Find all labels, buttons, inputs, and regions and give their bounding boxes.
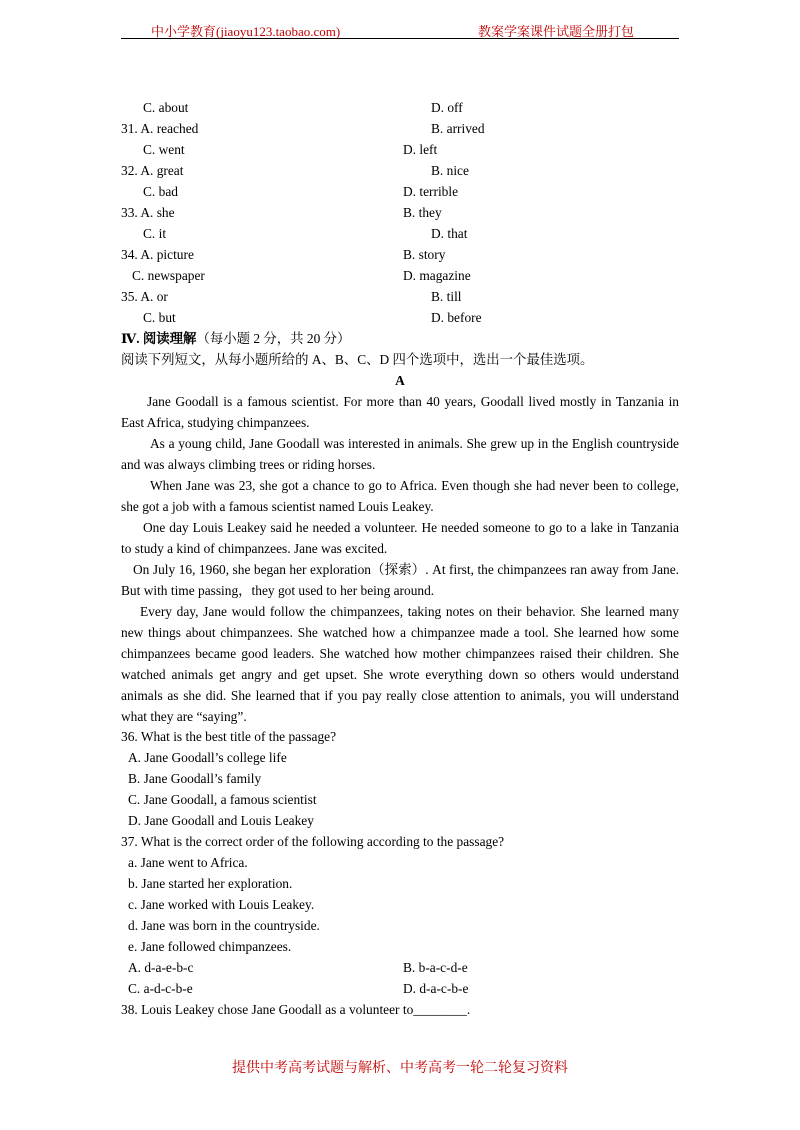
- order-item: a. Jane went to Africa.: [128, 855, 248, 870]
- section-score: （每小题 2 分，共 20 分）: [196, 331, 351, 346]
- question-option: B. b-a-c-d-e: [403, 960, 468, 975]
- section-instruction: 阅读下列短文，从每小题所给的 A、B、C、D 四个选项中，选出一个最佳选项。: [121, 352, 594, 367]
- passage-paragraph: One day Louis Leakey said he needed a volunteer. He needed someone to go to a lake in Tanzania to study a kind of chimpanzees. Jane was excited.: [121, 520, 679, 556]
- option-text: C. it: [143, 226, 167, 241]
- passage-paragraph: Jane Goodall is a famous scientist. For more than 40 years, Goodall lived mostly in Tanzania in East Africa, studying chimpanzees.: [121, 394, 679, 430]
- option-text: 31. A. reached: [121, 121, 199, 136]
- section-title: Ⅳ. 阅读理解: [121, 331, 197, 346]
- option-text: B. story: [403, 247, 446, 262]
- option-text: C. newspaper: [132, 268, 205, 283]
- question-option: A. d-a-e-b-c: [128, 960, 194, 975]
- section-heading: [121, 331, 350, 347]
- option-text: 32. A. great: [121, 163, 184, 178]
- passage-paragraph: When Jane was 23, she got a chance to go to Africa. Even though she had never been to college, she got a job with a famous scientist named Louis Leakey.: [121, 478, 679, 514]
- option-text: D. terrible: [403, 184, 459, 199]
- question-stem: 37. What is the correct order of the following according to the passage?: [121, 834, 505, 849]
- option-text: C. about: [143, 100, 189, 115]
- question-option: B. Jane Goodall’s family: [128, 771, 262, 786]
- order-item: b. Jane started her exploration.: [128, 876, 293, 891]
- option-text: B. they: [403, 205, 442, 220]
- question-option: D. Jane Goodall and Louis Leakey: [128, 813, 314, 828]
- option-text: D. off: [431, 100, 463, 115]
- passage-paragraph: As a young child, Jane Goodall was interested in animals. She grew up in the English countryside and was always climbing trees or riding horses.: [121, 436, 679, 472]
- option-text: D. before: [431, 310, 482, 325]
- option-text: C. bad: [143, 184, 178, 199]
- option-text: B. arrived: [431, 121, 485, 136]
- option-text: B. till: [431, 289, 462, 304]
- passage-paragraph: Every day, Jane would follow the chimpanzees, taking notes on their behavior. She learned many new things about chimpanzees. She watched how a chimpanzee made a tool. She learned how some chimpanzees became good leaders. She watched how mother chimpanzees raised their children. She watched animals get angry and get upset. She wrote everything down so others would understand animals as she did. She learned that if you pay really close attention to animals, you will understand what they are “saying”.: [121, 604, 679, 724]
- option-text: B. nice: [431, 163, 469, 178]
- header-right-text: 教案学案课件试题全册打包: [478, 24, 635, 39]
- passage-label: A: [395, 373, 405, 388]
- option-text: 33. A. she: [121, 205, 175, 220]
- option-text: 34. A. picture: [121, 247, 194, 262]
- question-option: C. a-d-c-b-e: [128, 981, 193, 996]
- option-text: D. left: [403, 142, 438, 157]
- page-footer: 提供中考高考试题与解析、中考高考一轮二轮复习资料: [232, 1061, 568, 1076]
- header-left-text: 中小学教育(jiaoyu123.taobao.com): [151, 24, 341, 39]
- order-item: c. Jane worked with Louis Leakey.: [128, 897, 315, 912]
- order-item: e. Jane followed chimpanzees.: [128, 939, 292, 954]
- question-stem: 38. Louis Leakey chose Jane Goodall as a volunteer to________.: [121, 1002, 471, 1017]
- question-option: D. d-a-c-b-e: [403, 981, 469, 996]
- question-option: C. Jane Goodall, a famous scientist: [128, 792, 317, 807]
- option-text: D. that: [431, 226, 468, 241]
- passage-paragraph: On July 16, 1960, she began her exploration（探索）. At first, the chimpanzees ran away from Jane. But with time passing，they got used to her being around.: [121, 562, 679, 598]
- question-option: A. Jane Goodall’s college life: [128, 750, 287, 765]
- option-text: 35. A. or: [121, 289, 168, 304]
- page-header: [121, 20, 679, 39]
- option-text: D. magazine: [403, 268, 471, 283]
- option-text: C. but: [143, 310, 176, 325]
- question-stem: 36. What is the best title of the passage?: [121, 729, 337, 744]
- option-text: C. went: [143, 142, 185, 157]
- order-item: d. Jane was born in the countryside.: [128, 918, 320, 933]
